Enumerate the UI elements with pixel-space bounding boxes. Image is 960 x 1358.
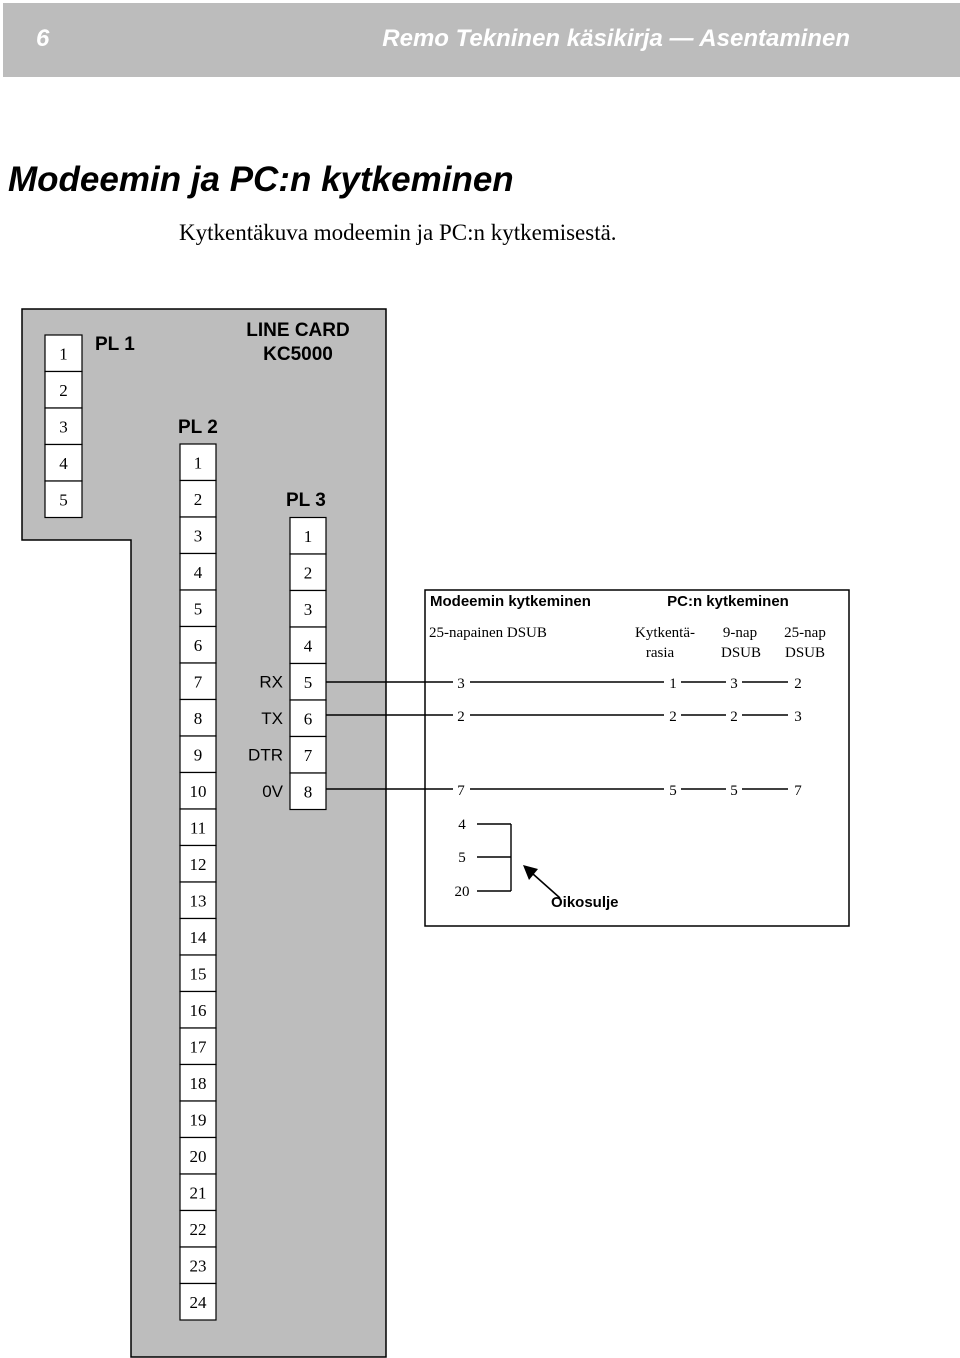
twentyfive-pin: 7 — [794, 783, 802, 799]
pl2-pin-number: 8 — [193, 708, 203, 728]
pl2-pin-number: 18 — [189, 1073, 207, 1093]
pl3-pin-number: 1 — [303, 526, 313, 546]
twentyfive-pin: 3 — [794, 709, 802, 725]
dsub25-column-header: 25-napainen DSUB — [429, 625, 547, 641]
pl2-pin-number: 2 — [193, 489, 203, 509]
pl2-pin-number: 3 — [193, 526, 203, 546]
pl3-pin-number: 2 — [303, 563, 313, 583]
line-card-model: KC5000 — [263, 344, 333, 365]
pl3-pin-number: 3 — [303, 599, 313, 619]
socket-pin: 5 — [669, 783, 677, 799]
pl2-pin-number: 6 — [193, 635, 203, 655]
pl2-pin-number: 1 — [193, 453, 203, 473]
pl1-pin-number: 2 — [59, 380, 68, 400]
short-pin: 5 — [458, 850, 466, 866]
pl3-pin-number: 5 — [303, 672, 313, 692]
section-subtitle: Kytkentäkuva modeemin ja PC:n kytkemisestä. — [179, 220, 617, 245]
nine-pin: 3 — [730, 676, 738, 692]
socket-column-header-line2: rasia — [645, 645, 675, 661]
pl2-pin-number: 23 — [189, 1256, 207, 1276]
short-pin: 20 — [454, 884, 470, 900]
nine-pin-column-header: 9-nap — [722, 625, 758, 641]
pl1-pin-number: 1 — [59, 344, 68, 364]
short-pin: 4 — [458, 817, 466, 833]
pl3-pin-number: 7 — [303, 745, 313, 765]
nine-pin: 2 — [730, 709, 738, 725]
pl1-pin-number: 5 — [59, 490, 68, 510]
pl2-pin-number: 9 — [193, 745, 203, 765]
short-label: Oikosulje — [551, 894, 619, 911]
pl2-label: PL 2 — [178, 417, 218, 438]
pl1-pin-number: 4 — [59, 453, 68, 473]
modem-pin: 7 — [457, 783, 465, 799]
running-title: Remo Tekninen käsikirja — Asentaminen — [382, 25, 850, 52]
pl2-pin-number: 17 — [189, 1037, 207, 1057]
pl2-pin-number: 12 — [189, 854, 207, 874]
pc-heading: PC:n kytkeminen — [667, 593, 789, 610]
modem-heading: Modeemin kytkeminen — [430, 593, 591, 610]
signal-label: 0V — [262, 781, 283, 801]
signal-label: RX — [259, 672, 283, 692]
pl2-pin-number: 14 — [189, 927, 207, 947]
socket-pin: 1 — [669, 676, 677, 692]
section-heading: Modeemin ja PC:n kytkeminen — [8, 160, 514, 199]
pl2-pin-number: 5 — [193, 599, 203, 619]
pl3-pin-number: 4 — [303, 636, 313, 656]
pl1-label: PL 1 — [95, 334, 135, 355]
modem-pin: 2 — [457, 709, 465, 725]
pl2-pin-number: 13 — [189, 891, 207, 911]
pl3-pin-number: 6 — [303, 709, 313, 729]
line-card-title: LINE CARD — [246, 320, 350, 341]
twentyfive-pin: 2 — [794, 676, 802, 692]
page-number: 6 — [36, 25, 50, 52]
pl2-pin-number: 15 — [189, 964, 207, 984]
pl2-pin-number: 4 — [193, 562, 203, 582]
twentyfive-pin-column-header-line2: DSUB — [784, 645, 826, 661]
socket-pin: 2 — [669, 709, 677, 725]
twentyfive-pin-column-header: 25-nap — [784, 625, 826, 641]
signal-label: DTR — [248, 745, 283, 765]
pl2-pin-number: 24 — [189, 1292, 207, 1312]
nine-pin-column-header-line2: DSUB — [720, 645, 762, 661]
pl2-pin-number: 10 — [189, 781, 207, 801]
pl3-pin-number: 8 — [303, 782, 313, 802]
pl2-pin-number: 7 — [193, 672, 203, 692]
signal-label: TX — [261, 708, 283, 728]
pl2-pin-number: 11 — [189, 818, 207, 838]
socket-column-header: Kytkentä- — [635, 625, 695, 641]
pl2-pin-number: 20 — [189, 1146, 207, 1166]
pl2-pin-number: 22 — [189, 1219, 207, 1239]
nine-pin: 5 — [730, 783, 738, 799]
modem-pin: 3 — [457, 676, 465, 692]
pl3-label: PL 3 — [286, 490, 326, 511]
pl2-pin-number: 21 — [189, 1183, 207, 1203]
pl2-pin-number: 16 — [189, 1000, 207, 1020]
pl1-pin-number: 3 — [59, 417, 68, 437]
pl2-pin-number: 19 — [189, 1110, 207, 1130]
